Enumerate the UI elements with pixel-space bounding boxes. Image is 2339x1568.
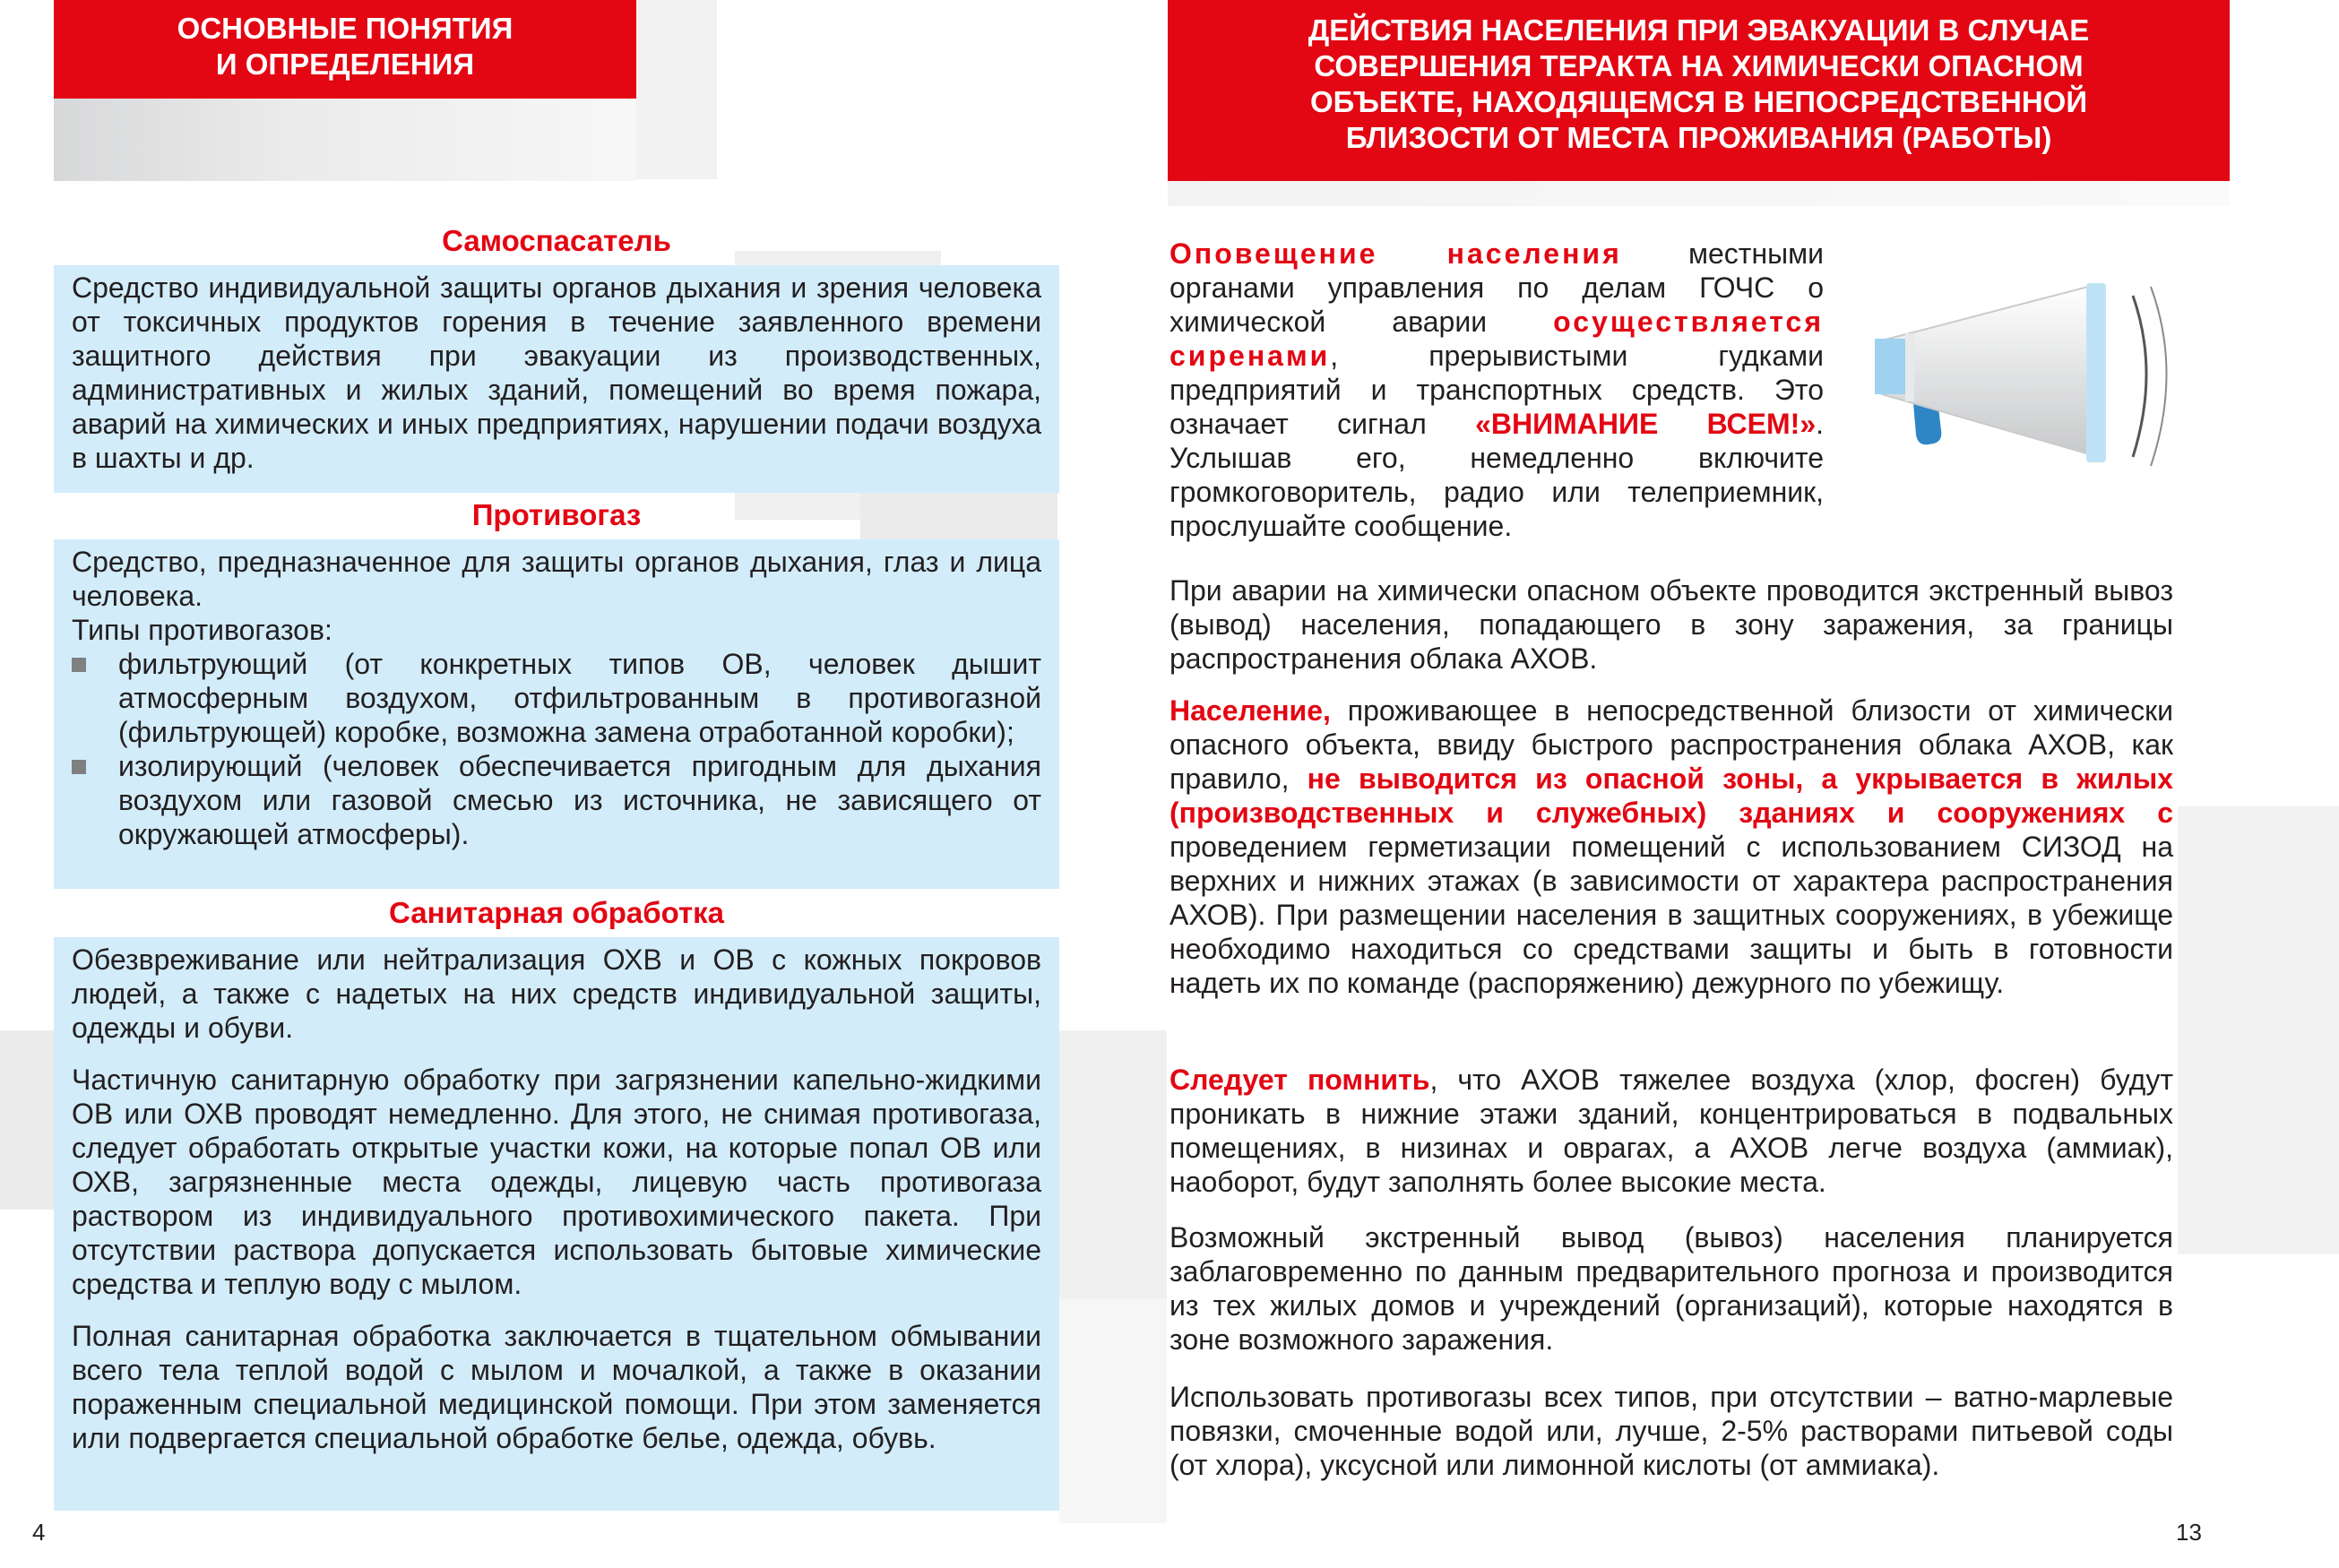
bg-square bbox=[1168, 179, 2230, 206]
list-item-text: фильтрующий (от конкретных типов ОВ, человек дышит атмосферным воздухом, отфильтрованным в противогазной (фильтрующей) коробке, возможна замена отработанной коробки); bbox=[118, 648, 1041, 748]
red-emphasis: Следует помнить bbox=[1170, 1064, 1430, 1096]
left-header-strip bbox=[54, 99, 636, 181]
right-p3 bbox=[1170, 694, 2173, 1000]
list-item bbox=[72, 749, 1041, 851]
sanitary-box bbox=[54, 937, 1059, 1511]
right-p1 bbox=[1170, 237, 1824, 543]
section-title-samospasatel: Самоспасатель bbox=[442, 224, 671, 257]
text-run: . Услышав его, немедленно включите громкоговоритель, радио или телеприемник, прослушайте сообщение. bbox=[1170, 408, 1825, 542]
section-title-sanitary: Санитарная обработка bbox=[389, 896, 724, 929]
left-header bbox=[54, 0, 636, 99]
bg-square bbox=[1059, 1030, 1167, 1299]
text-run: проживающее в непосредственной близости от химически опасного объекта, ввиду быстрого распространения облака АХОВ, как правило, bbox=[1170, 694, 2173, 795]
text-run: , что АХОВ тяжелее воздуха (хлор, фосген) будут проникать в нижние этажи зданий, концентрироваться в подвальных помещениях, в низинах и оврагах, а АХОВ легче воздуха (аммиак), наоборот, будут заполнять более высокие места. bbox=[1170, 1064, 2173, 1198]
right-p4 bbox=[1170, 1063, 2173, 1199]
bg-square bbox=[1059, 1299, 1167, 1523]
sanitary-p1: Обезвреживание или нейтрализация ОХВ и ОВ с кожных покровов людей, а также с надетых на них средств индивидуальной защиты, одежды и обуви. bbox=[72, 943, 1041, 1044]
text-run: , прерывистыми гудками предприятий и транспортных средств. Это означает сигнал bbox=[1170, 340, 1824, 440]
list-item bbox=[72, 647, 1041, 749]
right-p2: При аварии на химически опасном объекте проводится экстренный вывоз (вывод) населения, попадающего в зону заражения, за границы распространения облака АХОВ. bbox=[1170, 574, 2173, 675]
protivogaz-types-label: Типы противогазов: bbox=[72, 614, 332, 646]
sanitary-p2: Частичную санитарную обработку при загрязнении капельно-жидкими ОВ или ОХВ проводят немедленно. Для этого, не снимая противогаза, следует обработать открытые участки кожи, на которые попал ОВ или ОХВ, загрязненные места одежды, лицевую часть противогаза раствором из индивидуального противохимического пакета. При отсутствии раствора допускается использовать бытовые химические средства и теплую воду с мылом. bbox=[72, 1064, 1041, 1300]
protivogaz-text: Средство, предназначенное для защиты органов дыхания, глаз и лица человека. bbox=[72, 546, 1041, 612]
text-run: местными органами управления по делам ГОЧС о химической аварии bbox=[1170, 237, 1824, 338]
megaphone-icon bbox=[1864, 269, 2187, 511]
red-emphasis: Оповещение населения bbox=[1170, 237, 1622, 270]
left-header-line: И ОПРЕДЕЛЕНИЯ bbox=[215, 47, 475, 81]
list-item-text: изолирующий (человек обеспечивается пригодным для дыхания воздухом или газовой смесью из источника, не зависящего от окружающей атмосферы). bbox=[118, 750, 1041, 850]
page-number-right: 13 bbox=[2176, 1519, 2202, 1546]
right-header-line: ДЕЙСТВИЯ НАСЕЛЕНИЯ ПРИ ЭВАКУАЦИИ В СЛУЧАЕ bbox=[1308, 13, 2090, 47]
red-emphasis: «ВНИМАНИЕ ВСЕМ!» bbox=[1475, 408, 1817, 440]
samospasatel-text: Средство индивидуальной защиты органов дыхания и зрения человека от токсичных продуктов горения в течение заявленного времени защитного действия при эвакуации из производственных, административных и жилых зданий, помещений во время пожара, аварий на химических и иных предприятиях, нарушении подачи воздуха в шахты и др. bbox=[72, 271, 1041, 474]
right-header-line: СОВЕРШЕНИЯ ТЕРАКТА НА ХИМИЧЕСКИ ОПАСНОМ bbox=[1314, 49, 2084, 82]
section-title-protivogaz: Противогаз bbox=[471, 498, 642, 531]
bg-square bbox=[0, 1030, 54, 1210]
bullet-square-icon bbox=[72, 760, 86, 774]
page-number-left: 4 bbox=[32, 1519, 46, 1546]
right-p5: Возможный экстренный вывод (вывоз) населения планируется заблаговременно по данным предварительного прогноза и производится из тех жилых домов и учреждений (организаций), которые находятся в зоне возможного заражения. bbox=[1170, 1221, 2173, 1356]
right-header-line: ОБЪЕКТЕ, НАХОДЯЩЕМСЯ В НЕПОСРЕДСТВЕННОЙ bbox=[1309, 85, 2088, 118]
bg-square bbox=[2178, 806, 2339, 1254]
samospasatel-box bbox=[54, 265, 1059, 493]
text-run: проведением герметизации помещений с использованием СИЗОД на верхних и нижних этажах (в зависимости от характера распространения АХОВ). При размещении населения в защитных сооружениях, в убежище необходимо находиться со средствами защиты и быть в готовности надеть их по команде (распоряжению) дежурного по убежищу. bbox=[1170, 831, 2173, 999]
bullet-square-icon bbox=[72, 658, 86, 672]
sanitary-p3: Полная санитарная обработка заключается в тщательном обмывании всего тела теплой водой с мылом и мочалкой, а также в оказании пораженным специальной медицинской помощи. При этом заменяется или подвергается специальной обработке белье, одежда, обувь. bbox=[72, 1320, 1041, 1454]
red-emphasis: не выводится из опасной зоны, а укрывается в жилых (производственных и служебных) зданиях и сооружениях с bbox=[1170, 762, 2174, 829]
protivogaz-box bbox=[54, 539, 1059, 889]
left-header-line: ОСНОВНЫЕ ПОНЯТИЯ bbox=[177, 12, 514, 45]
red-emphasis: осуществляется сиренами bbox=[1170, 306, 1824, 372]
right-header bbox=[1168, 0, 2230, 181]
right-header-line: БЛИЗОСТИ ОТ МЕСТА ПРОЖИВАНИЯ (РАБОТЫ) bbox=[1345, 121, 2052, 154]
red-emphasis: Население, bbox=[1170, 694, 1331, 727]
right-p6: Использовать противогазы всех типов, при отсутствии – ватно-марлевые повязки, смоченные водой или, лучше, 2-5% растворами питьевой соды (от хлора), уксусной или лимонной кислоты (от аммиака). bbox=[1170, 1381, 2173, 1481]
